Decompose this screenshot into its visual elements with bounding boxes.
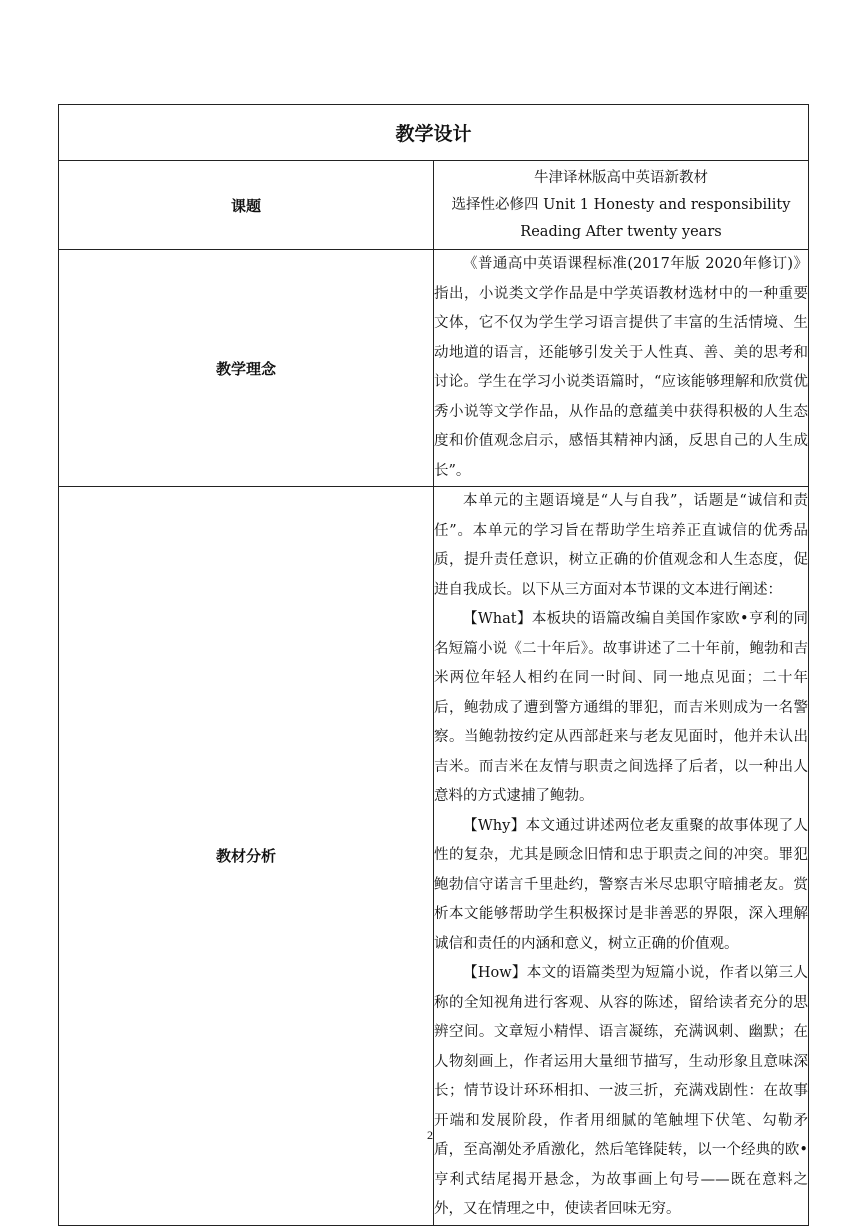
- document-title: 教学设计: [59, 105, 809, 161]
- analysis-paragraph-how: 【How】本文的语篇类型为短篇小说，作者以第三人称的全知视角进行客观、从容的陈述，留给读者充分的思辨空间。文章短小精悍、语言凝练，充满讽刺、幽默；在人物刻画上，作者运用大量细节描写，生动形象且意味深长；情节设计环环相扣、一波三折，充满戏剧性：在故事开端和发展阶段，作者用细腻的笔触埋下伏笔、勾勒矛盾，至高潮处矛盾激化，然后笔锋陡转，以一个经典的欧•亨利式结尾揭开悬念，为故事画上句号——既在意料之外，又在情理之中，使读者回味无穷。: [434, 965, 808, 1217]
- analysis-label: 教材分析: [59, 487, 434, 1226]
- concept-row: [59, 250, 809, 487]
- topic-line-textbook: 牛津译林版高中英语新教材: [534, 169, 708, 186]
- concept-content: [434, 250, 809, 487]
- concept-label: 教学理念: [59, 250, 434, 487]
- analysis-paragraph-why: 【Why】本文通过讲述两位老友重聚的故事体现了人性的复杂，尤其是顾念旧情和忠于职责之间的冲突。罪犯鲍勃信守诺言千里赴约，警察吉米尽忠职守暗捕老友。赏析本文能够帮助学生积极探讨是非善恶的界限，深入理解诚信和责任的内涵和意义，树立正确的价值观。: [434, 817, 808, 952]
- analysis-content: [434, 487, 809, 1226]
- title-row: [59, 105, 809, 161]
- analysis-paragraph-what: 【What】本板块的语篇改编自美国作家欧•亨利的同名短篇小说《二十年后》。故事讲述了二十年前，鲍勃和吉米两位年轻人相约在同一时间、同一地点见面；二十年后，鲍勃成了遭到警方通缉的罪犯，而吉米则成为一名警察。当鲍勃按约定从西部赶来与老友见面时，他并未认出吉米。而吉米在友情与职责之间选择了后者，以一种出人意料的方式逮捕了鲍勃。: [434, 611, 808, 804]
- topic-content: [434, 161, 809, 250]
- lesson-design-table: [58, 104, 809, 1226]
- topic-row: [59, 161, 809, 250]
- analysis-paragraph-intro: 本单元的主题语境是“人与自我”，话题是“诚信和责任”。本单元的学习旨在帮助学生培养正直诚信的优秀品质，提升责任意识，树立正确的价值观念和人生态度，促进自我成长。以下从三方面对本节课的文本进行阐述：: [434, 493, 808, 598]
- topic-label: 课题: [59, 161, 434, 250]
- page-number: 2: [427, 1128, 433, 1142]
- topic-line-unit: 选择性必修四 Unit 1 Honesty and responsibility: [451, 196, 791, 213]
- topic-line-lesson: Reading After twenty years: [520, 223, 722, 240]
- concept-paragraph: 《普通高中英语课程标准(2017年版 2020年修订)》指出，小说类文学作品是中学英语教材选材中的一种重要文体，它不仅为学生学习语言提供了丰富的生活情境、生动地道的语言，还能够引发关于人性真、善、美的思考和讨论。学生在学习小说类语篇时，“应该能够理解和欣赏优秀小说等文学作品，从作品的意蕴美中获得积极的人生态度和价值观念启示，感悟其精神内涵，反思自己的人生成长”。: [434, 256, 808, 479]
- analysis-row: [59, 487, 809, 1226]
